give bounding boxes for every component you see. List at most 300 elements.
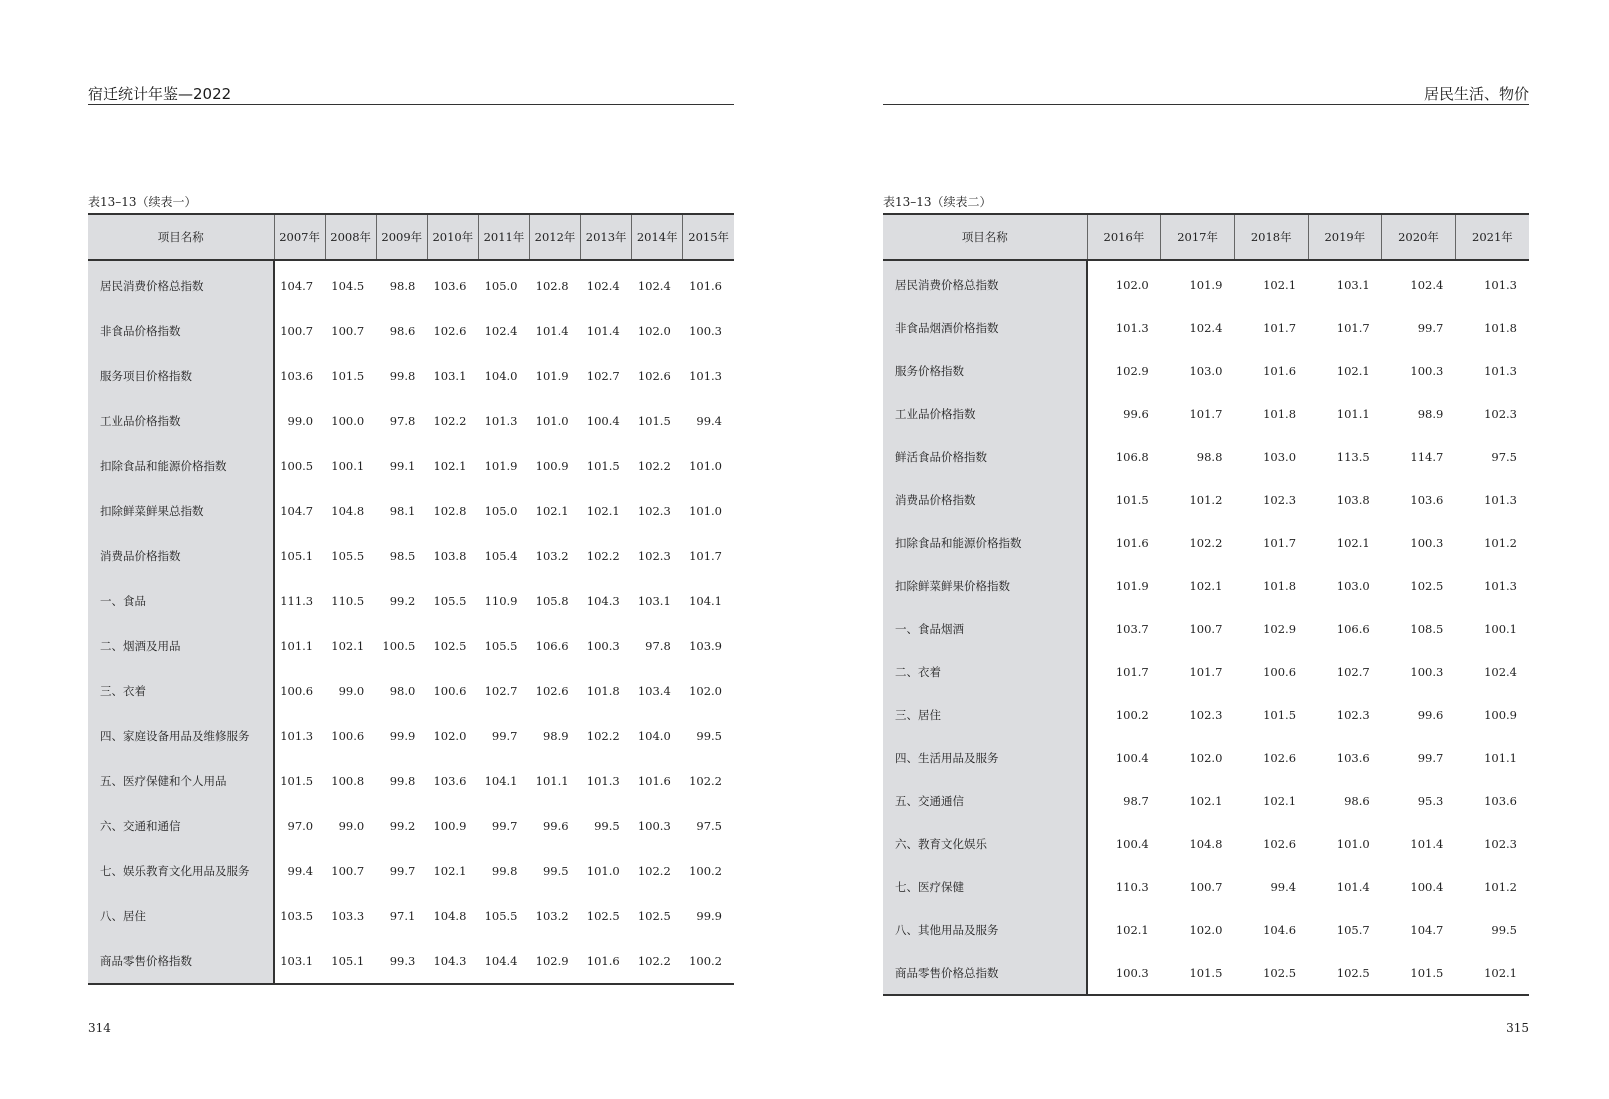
table-row xyxy=(883,263,1529,306)
index-value: 99.5 xyxy=(1491,922,1517,937)
row-label: 五、医疗保健和个人用品 xyxy=(88,758,274,803)
index-value: 102.3 xyxy=(1484,406,1517,421)
index-value: 102.0 xyxy=(1189,750,1223,765)
index-value: 101.5 xyxy=(280,773,314,788)
table-row xyxy=(88,938,734,984)
index-value: 101.9 xyxy=(1189,277,1223,292)
column-header-item-name: 项目名称 xyxy=(883,214,1087,260)
page-number: 314 xyxy=(88,1021,111,1035)
index-value: 105.0 xyxy=(484,503,518,518)
table-row xyxy=(883,392,1529,435)
column-header-year: 2010年 xyxy=(427,214,478,260)
index-value: 111.3 xyxy=(280,593,314,608)
column-header-year: 2008年 xyxy=(325,214,376,260)
index-value: 100.6 xyxy=(280,683,314,698)
index-value: 105.7 xyxy=(1336,922,1370,937)
index-value: 103.6 xyxy=(433,278,467,293)
index-value: 105.5 xyxy=(433,593,467,608)
index-value: 102.2 xyxy=(689,773,722,788)
index-value: 102.1 xyxy=(1189,793,1223,808)
header-row xyxy=(883,214,1529,260)
index-value: 102.0 xyxy=(433,728,467,743)
index-value: 102.5 xyxy=(1410,578,1444,593)
index-value: 108.5 xyxy=(1410,621,1444,636)
index-value: 105.1 xyxy=(280,548,314,563)
index-value: 100.5 xyxy=(280,458,314,473)
index-value: 102.3 xyxy=(1336,707,1370,722)
row-label: 商品零售价格指数 xyxy=(88,938,274,984)
table-row xyxy=(883,607,1529,650)
index-value: 101.1 xyxy=(1484,750,1517,765)
index-value: 104.8 xyxy=(1189,836,1223,851)
index-value: 101.7 xyxy=(1189,664,1223,679)
index-value: 100.1 xyxy=(1484,621,1517,636)
index-value: 100.3 xyxy=(637,818,671,833)
index-value: 101.0 xyxy=(586,863,620,878)
index-value: 103.9 xyxy=(689,638,722,653)
running-head-right: 居民生活、物价 xyxy=(1423,85,1529,103)
index-value: 100.2 xyxy=(1115,707,1149,722)
index-value: 113.5 xyxy=(1336,449,1370,464)
table-row xyxy=(883,478,1529,521)
index-value: 101.5 xyxy=(331,368,365,383)
index-value: 101.5 xyxy=(1115,492,1149,507)
index-value: 102.1 xyxy=(1189,578,1223,593)
table-row xyxy=(88,488,734,533)
index-value: 101.0 xyxy=(689,503,722,518)
index-value: 100.6 xyxy=(331,728,365,743)
index-value: 99.7 xyxy=(491,728,518,743)
table-row xyxy=(88,623,734,668)
index-value: 100.3 xyxy=(586,638,620,653)
row-label: 非食品价格指数 xyxy=(88,308,274,353)
index-value: 103.6 xyxy=(1484,793,1517,808)
row-label: 工业品价格指数 xyxy=(88,398,274,443)
table-row xyxy=(883,435,1529,478)
index-value: 95.3 xyxy=(1417,793,1444,808)
index-value: 103.8 xyxy=(1336,492,1370,507)
index-value: 100.9 xyxy=(1484,707,1517,722)
index-value: 99.4 xyxy=(1270,879,1297,894)
index-value: 100.8 xyxy=(331,773,365,788)
index-value: 103.1 xyxy=(433,368,467,383)
index-value: 102.9 xyxy=(535,953,569,968)
index-value: 102.4 xyxy=(1484,664,1517,679)
index-value: 99.7 xyxy=(389,863,416,878)
index-value: 103.6 xyxy=(433,773,467,788)
index-value: 101.1 xyxy=(535,773,569,788)
index-value: 99.9 xyxy=(696,908,722,923)
index-value: 98.7 xyxy=(1123,793,1149,808)
table-row xyxy=(88,848,734,893)
index-value: 101.7 xyxy=(1263,320,1297,335)
index-value: 104.3 xyxy=(433,953,467,968)
index-value: 97.8 xyxy=(645,638,671,653)
index-value: 102.5 xyxy=(433,638,467,653)
row-label: 扣除食品和能源价格指数 xyxy=(883,521,1087,564)
statistics-table xyxy=(88,213,734,985)
index-value: 101.3 xyxy=(1484,492,1517,507)
row-label: 商品零售价格总指数 xyxy=(883,951,1087,995)
table-row xyxy=(883,693,1529,736)
index-value: 101.8 xyxy=(1484,320,1517,335)
index-value: 103.4 xyxy=(637,683,671,698)
right-page xyxy=(883,0,1529,1099)
index-value: 103.0 xyxy=(1263,449,1297,464)
column-header-item-name: 项目名称 xyxy=(88,214,274,260)
index-value: 101.5 xyxy=(586,458,620,473)
index-value: 102.1 xyxy=(535,503,569,518)
index-value: 100.3 xyxy=(1410,363,1444,378)
table-row xyxy=(883,564,1529,607)
index-value: 102.1 xyxy=(586,503,620,518)
index-value: 99.9 xyxy=(389,728,416,743)
index-value: 103.5 xyxy=(280,908,314,923)
index-value: 99.8 xyxy=(389,368,416,383)
page-number: 315 xyxy=(1506,1021,1529,1035)
index-value: 101.5 xyxy=(1263,707,1297,722)
index-value: 97.1 xyxy=(389,908,416,923)
row-label: 三、衣着 xyxy=(88,668,274,713)
index-value: 99.6 xyxy=(1123,406,1149,421)
index-value: 102.1 xyxy=(433,458,467,473)
index-value: 104.7 xyxy=(280,278,314,293)
index-value: 100.7 xyxy=(1189,621,1223,636)
index-value: 97.5 xyxy=(1491,449,1517,464)
header-rule xyxy=(88,104,734,105)
table-row xyxy=(88,803,734,848)
index-value: 104.1 xyxy=(484,773,518,788)
column-header-year: 2007年 xyxy=(274,214,325,260)
row-label: 六、教育文化娱乐 xyxy=(883,822,1087,865)
row-label: 二、衣着 xyxy=(883,650,1087,693)
index-value: 102.0 xyxy=(689,683,722,698)
column-header-year: 2018年 xyxy=(1234,214,1308,260)
index-value: 100.4 xyxy=(1115,836,1149,851)
index-value: 102.1 xyxy=(1263,793,1297,808)
row-label: 居民消费价格总指数 xyxy=(883,263,1087,306)
index-value: 102.1 xyxy=(1336,363,1370,378)
index-value: 103.6 xyxy=(280,368,314,383)
index-value: 104.0 xyxy=(637,728,671,743)
table-row xyxy=(88,443,734,488)
row-label: 一、食品 xyxy=(88,578,274,623)
index-value: 102.1 xyxy=(1336,535,1370,550)
index-value: 99.5 xyxy=(696,728,722,743)
index-value: 102.1 xyxy=(433,863,467,878)
table-row xyxy=(883,349,1529,392)
index-value: 101.6 xyxy=(1263,363,1297,378)
index-value: 99.0 xyxy=(287,413,314,428)
index-value: 99.2 xyxy=(389,818,416,833)
column-header-year: 2017年 xyxy=(1161,214,1235,260)
row-label: 三、居住 xyxy=(883,693,1087,736)
index-value: 102.5 xyxy=(1263,965,1297,980)
row-label: 八、其他用品及服务 xyxy=(883,908,1087,951)
left-page xyxy=(88,0,734,1099)
column-header-year: 2019年 xyxy=(1308,214,1382,260)
index-value: 99.5 xyxy=(542,863,569,878)
index-value: 102.4 xyxy=(484,323,518,338)
index-value: 102.2 xyxy=(433,413,467,428)
index-value: 101.5 xyxy=(637,413,671,428)
index-value: 102.3 xyxy=(1263,492,1297,507)
row-label: 扣除鲜菜鲜果价格指数 xyxy=(883,564,1087,607)
index-value: 101.3 xyxy=(1484,277,1517,292)
index-value: 102.3 xyxy=(637,548,671,563)
statistics-table xyxy=(883,213,1529,996)
index-value: 102.3 xyxy=(637,503,671,518)
index-value: 101.2 xyxy=(1484,879,1517,894)
index-value: 103.2 xyxy=(535,908,569,923)
index-value: 100.7 xyxy=(280,323,314,338)
table-row xyxy=(88,893,734,938)
index-value: 100.5 xyxy=(382,638,416,653)
row-label: 扣除鲜菜鲜果总指数 xyxy=(88,488,274,533)
index-value: 98.8 xyxy=(389,278,416,293)
index-value: 104.3 xyxy=(586,593,620,608)
header-rule xyxy=(883,104,1529,105)
index-value: 101.3 xyxy=(280,728,314,743)
index-value: 105.1 xyxy=(331,953,365,968)
index-value: 102.2 xyxy=(586,728,620,743)
index-value: 100.3 xyxy=(1410,535,1444,550)
index-value: 102.4 xyxy=(586,278,620,293)
row-label: 七、娱乐教育文化用品及服务 xyxy=(88,848,274,893)
index-value: 102.7 xyxy=(586,368,620,383)
index-value: 99.5 xyxy=(594,818,620,833)
index-value: 100.9 xyxy=(433,818,467,833)
index-value: 98.0 xyxy=(389,683,416,698)
row-label: 鲜活食品价格指数 xyxy=(883,435,1087,478)
index-value: 104.6 xyxy=(1263,922,1297,937)
index-value: 104.5 xyxy=(331,278,365,293)
table-caption: 表13–13（续表二） xyxy=(883,195,992,209)
index-value: 103.6 xyxy=(1410,492,1444,507)
index-value: 101.5 xyxy=(1189,965,1223,980)
index-value: 101.9 xyxy=(535,368,569,383)
header-row xyxy=(88,214,734,260)
index-value: 105.5 xyxy=(484,908,518,923)
row-label: 四、生活用品及服务 xyxy=(883,736,1087,779)
index-value: 106.8 xyxy=(1115,449,1149,464)
index-value: 110.3 xyxy=(1115,879,1149,894)
index-value: 101.9 xyxy=(484,458,518,473)
index-value: 101.8 xyxy=(1263,578,1297,593)
index-value: 106.6 xyxy=(535,638,569,653)
table-row xyxy=(883,908,1529,951)
index-value: 103.1 xyxy=(1336,277,1370,292)
index-value: 100.0 xyxy=(331,413,365,428)
index-value: 104.4 xyxy=(484,953,518,968)
index-value: 100.9 xyxy=(535,458,569,473)
table-row xyxy=(88,713,734,758)
index-value: 100.3 xyxy=(1115,965,1149,980)
table-row xyxy=(88,668,734,713)
index-value: 102.9 xyxy=(1263,621,1297,636)
row-label: 六、交通和通信 xyxy=(88,803,274,848)
table-row xyxy=(883,650,1529,693)
index-value: 99.2 xyxy=(389,593,416,608)
index-value: 100.2 xyxy=(689,863,722,878)
index-value: 105.0 xyxy=(484,278,518,293)
index-value: 101.7 xyxy=(1189,406,1223,421)
index-value: 98.9 xyxy=(1417,406,1444,421)
index-value: 100.4 xyxy=(1410,879,1444,894)
table-row xyxy=(883,306,1529,349)
index-value: 99.0 xyxy=(338,683,365,698)
column-header-year: 2009年 xyxy=(376,214,427,260)
index-value: 104.7 xyxy=(280,503,314,518)
index-value: 102.9 xyxy=(1115,363,1149,378)
table-row xyxy=(883,865,1529,908)
index-value: 101.3 xyxy=(689,368,722,383)
index-value: 101.2 xyxy=(1189,492,1223,507)
index-value: 100.2 xyxy=(689,953,722,968)
index-value: 102.5 xyxy=(586,908,620,923)
index-value: 101.6 xyxy=(586,953,620,968)
index-value: 102.2 xyxy=(1189,535,1223,550)
index-value: 99.8 xyxy=(491,863,518,878)
row-label: 非食品烟酒价格指数 xyxy=(883,306,1087,349)
column-header-year: 2015年 xyxy=(683,214,734,260)
row-label: 居民消费价格总指数 xyxy=(88,263,274,308)
index-value: 110.9 xyxy=(484,593,518,608)
index-value: 101.0 xyxy=(535,413,569,428)
index-value: 102.1 xyxy=(1263,277,1297,292)
index-value: 110.5 xyxy=(331,593,365,608)
index-value: 101.7 xyxy=(1263,535,1297,550)
index-value: 100.4 xyxy=(1115,750,1149,765)
index-value: 101.6 xyxy=(637,773,671,788)
index-value: 102.5 xyxy=(1336,965,1370,980)
index-value: 102.0 xyxy=(1115,277,1149,292)
index-value: 101.6 xyxy=(689,278,722,293)
index-value: 100.6 xyxy=(433,683,467,698)
index-value: 103.6 xyxy=(1336,750,1370,765)
index-value: 100.4 xyxy=(586,413,620,428)
row-label: 四、家庭设备用品及维修服务 xyxy=(88,713,274,758)
row-label: 工业品价格指数 xyxy=(883,392,1087,435)
table-row xyxy=(883,951,1529,995)
index-value: 103.1 xyxy=(280,953,314,968)
index-value: 98.6 xyxy=(389,323,416,338)
column-header-year: 2011年 xyxy=(478,214,529,260)
row-label: 服务价格指数 xyxy=(883,349,1087,392)
index-value: 102.6 xyxy=(637,368,671,383)
index-value: 102.3 xyxy=(1484,836,1517,851)
index-value: 102.4 xyxy=(1410,277,1444,292)
index-value: 99.4 xyxy=(696,413,722,428)
index-value: 99.8 xyxy=(389,773,416,788)
row-label: 消费品价格指数 xyxy=(88,533,274,578)
index-value: 103.7 xyxy=(1115,621,1149,636)
table-caption: 表13–13（续表一） xyxy=(88,195,197,209)
index-value: 100.3 xyxy=(689,323,722,338)
index-value: 101.7 xyxy=(1336,320,1370,335)
index-value: 101.3 xyxy=(586,773,620,788)
index-value: 103.1 xyxy=(637,593,671,608)
index-value: 101.4 xyxy=(535,323,569,338)
index-value: 102.2 xyxy=(637,863,671,878)
index-value: 102.0 xyxy=(637,323,671,338)
index-value: 101.7 xyxy=(1115,664,1149,679)
index-value: 99.0 xyxy=(338,818,365,833)
index-value: 99.7 xyxy=(491,818,518,833)
index-value: 104.8 xyxy=(433,908,467,923)
row-label: 扣除食品和能源价格指数 xyxy=(88,443,274,488)
index-value: 101.3 xyxy=(484,413,518,428)
running-head-left: 宿迁统计年鉴—2022 xyxy=(88,85,232,103)
index-value: 105.4 xyxy=(484,548,518,563)
index-value: 102.6 xyxy=(535,683,569,698)
index-value: 106.6 xyxy=(1336,621,1370,636)
column-header-year: 2014年 xyxy=(632,214,683,260)
index-value: 103.0 xyxy=(1189,363,1223,378)
table-row xyxy=(883,779,1529,822)
table-row xyxy=(883,521,1529,564)
index-value: 101.3 xyxy=(1484,578,1517,593)
index-value: 114.7 xyxy=(1410,449,1444,464)
index-value: 98.1 xyxy=(389,503,416,518)
index-value: 100.6 xyxy=(1263,664,1297,679)
index-value: 104.8 xyxy=(331,503,365,518)
index-value: 99.4 xyxy=(287,863,314,878)
index-value: 103.2 xyxy=(535,548,569,563)
index-value: 100.1 xyxy=(331,458,365,473)
row-label: 一、食品烟酒 xyxy=(883,607,1087,650)
index-value: 99.7 xyxy=(1417,320,1444,335)
index-value: 102.4 xyxy=(637,278,671,293)
table-row xyxy=(88,533,734,578)
index-value: 102.6 xyxy=(433,323,467,338)
index-value: 101.3 xyxy=(1484,363,1517,378)
index-value: 98.8 xyxy=(1196,449,1223,464)
table-row xyxy=(88,308,734,353)
index-value: 102.4 xyxy=(1189,320,1223,335)
table-row xyxy=(88,578,734,623)
index-value: 102.1 xyxy=(1484,965,1517,980)
index-value: 99.6 xyxy=(1417,707,1444,722)
index-value: 102.5 xyxy=(637,908,671,923)
index-value: 102.1 xyxy=(1115,922,1149,937)
index-value: 102.8 xyxy=(535,278,569,293)
table-row xyxy=(883,822,1529,865)
index-value: 99.1 xyxy=(389,458,416,473)
index-value: 101.1 xyxy=(280,638,314,653)
index-value: 102.6 xyxy=(1263,836,1297,851)
index-value: 98.6 xyxy=(1344,793,1370,808)
column-header-year: 2012年 xyxy=(530,214,581,260)
table-row xyxy=(88,758,734,803)
index-value: 101.4 xyxy=(1336,879,1370,894)
index-value: 103.8 xyxy=(433,548,467,563)
column-header-year: 2016年 xyxy=(1087,214,1161,260)
index-value: 101.0 xyxy=(1336,836,1370,851)
index-value: 102.8 xyxy=(433,503,467,518)
row-label: 二、烟酒及用品 xyxy=(88,623,274,668)
index-value: 101.4 xyxy=(1410,836,1444,851)
index-value: 101.3 xyxy=(1115,320,1149,335)
table-row xyxy=(88,398,734,443)
index-value: 105.5 xyxy=(331,548,365,563)
column-header-year: 2020年 xyxy=(1382,214,1456,260)
index-value: 101.9 xyxy=(1115,578,1149,593)
row-label: 消费品价格指数 xyxy=(883,478,1087,521)
column-header-year: 2013年 xyxy=(581,214,632,260)
index-value: 98.5 xyxy=(389,548,416,563)
row-label: 五、交通通信 xyxy=(883,779,1087,822)
